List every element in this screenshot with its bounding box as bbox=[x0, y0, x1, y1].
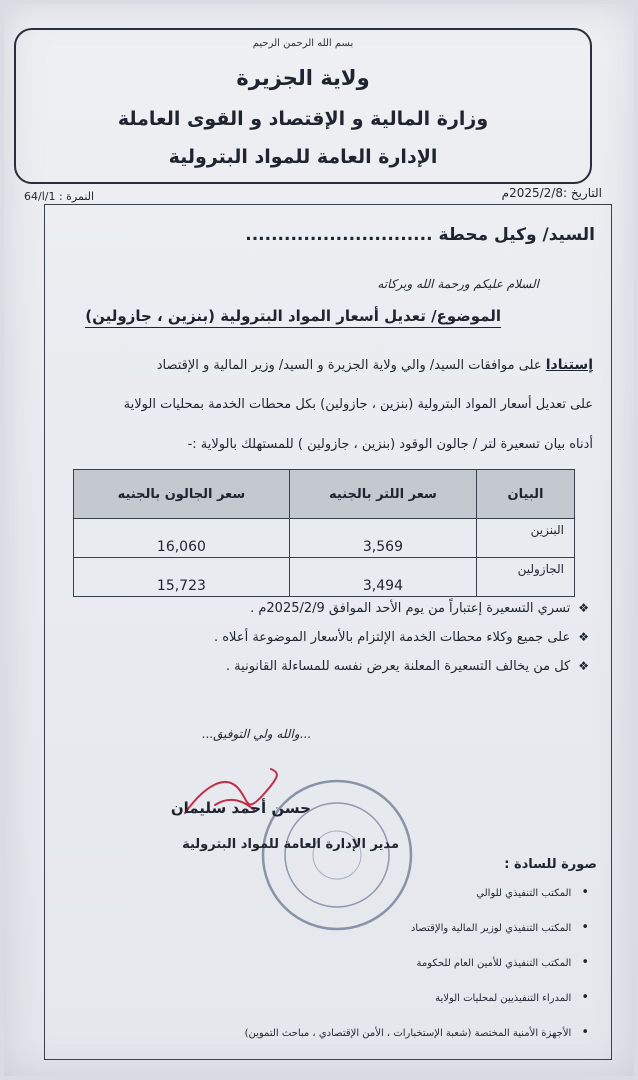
copy-recipient: • المكتب التنفيذي للوالي bbox=[89, 885, 589, 900]
row-item: الجازولين bbox=[477, 558, 575, 597]
ministry-name: وزارة المالية و الإقتصاد و القوى العاملة bbox=[117, 108, 489, 130]
letter-body bbox=[44, 204, 612, 1060]
table-header-row bbox=[74, 470, 575, 519]
note-item: ❖ تسري التسعيرة إعتباراً من يوم الأحد الموافق 2025/2/9م . bbox=[69, 601, 589, 616]
header-gallon-price: سعر الجالون بالجنيه bbox=[74, 470, 290, 519]
document-page bbox=[4, 4, 634, 1076]
copies-heading: صورة للسادة : bbox=[504, 857, 597, 872]
copy-recipient: • المكتب التنفيذي للأمين العام للحكومة bbox=[89, 955, 589, 970]
note-item: ❖ على جميع وكلاء محطات الخدمة الإلتزام بالأسعار الموضوعة أعلاه . bbox=[69, 630, 589, 645]
letterhead bbox=[14, 28, 592, 184]
copy-recipient: • الأجهزة الأمنية المختصة (شعبة الإستخبارات ، الأمن الإقتصادي ، مباحث التموين) bbox=[89, 1025, 589, 1040]
letter-date: التاريخ :2025/2/8م bbox=[501, 186, 602, 200]
closing-line: ...والله ولي التوفيق... bbox=[201, 727, 311, 741]
paragraph-1-lead: إستنادا bbox=[545, 357, 593, 373]
state-name: ولاية الجزيرة bbox=[236, 66, 370, 90]
copy-recipient: • المكتب التنفيذي لوزير المالية والإقتصاد bbox=[89, 920, 589, 935]
copy-recipient: • المدراء التنفيذيين لمحليات الولاية bbox=[89, 990, 589, 1005]
table-row bbox=[74, 519, 575, 558]
basmala: بسم الله الرحمن الرحيم bbox=[252, 38, 354, 49]
row-gallon-price: 15,723 bbox=[74, 558, 290, 597]
header-item: البيان bbox=[477, 470, 575, 519]
row-liter-price: 3,494 bbox=[289, 558, 476, 597]
row-gallon-price: 16,060 bbox=[74, 519, 290, 558]
letter-number: النمرة : 1/ا/64 bbox=[24, 190, 95, 203]
notes-list bbox=[69, 601, 589, 688]
note-item: ❖ كل من يخالف التسعيرة المعلنة يعرض نفسه للمساءلة القانونية . bbox=[69, 659, 589, 674]
greeting: السلام عليكم ورحمة الله وبركاته bbox=[377, 277, 539, 291]
paragraph-3: أدناه بيان تسعيرة لتر / جالون الوقود (بنزين ، جازولين ) للمستهلك بالولاية :- bbox=[187, 437, 593, 452]
paragraph-1-text: على موافقات السيد/ والي ولاية الجزيرة و السيد/ وزير المالية و الإقتصاد bbox=[156, 358, 546, 373]
recipient-line: السيد/ وكيل محطة ............................. bbox=[245, 225, 595, 245]
row-liter-price: 3,569 bbox=[289, 519, 476, 558]
price-table bbox=[73, 469, 575, 597]
paragraph-1 bbox=[53, 357, 593, 373]
department-name: الإدارة العامة للمواد البترولية bbox=[168, 146, 438, 168]
subject-line: الموضوع/ تعديل أسعار المواد البترولية (بنزين ، جازولين) bbox=[85, 307, 501, 328]
signatory-name: حسن أحمد سليمان bbox=[170, 799, 311, 817]
table-row bbox=[74, 558, 575, 597]
signatory-title: مدير الإدارة العامة للمواد البترولية bbox=[182, 837, 399, 852]
paragraph-2: على تعديل أسعار المواد البترولية (بنزين ، جازولين) بكل محطات الخدمة بمحليات الولاية bbox=[123, 397, 593, 412]
row-item: البنزين bbox=[477, 519, 575, 558]
copies-list bbox=[89, 885, 589, 1060]
header-liter-price: سعر اللتر بالجنيه bbox=[289, 470, 476, 519]
